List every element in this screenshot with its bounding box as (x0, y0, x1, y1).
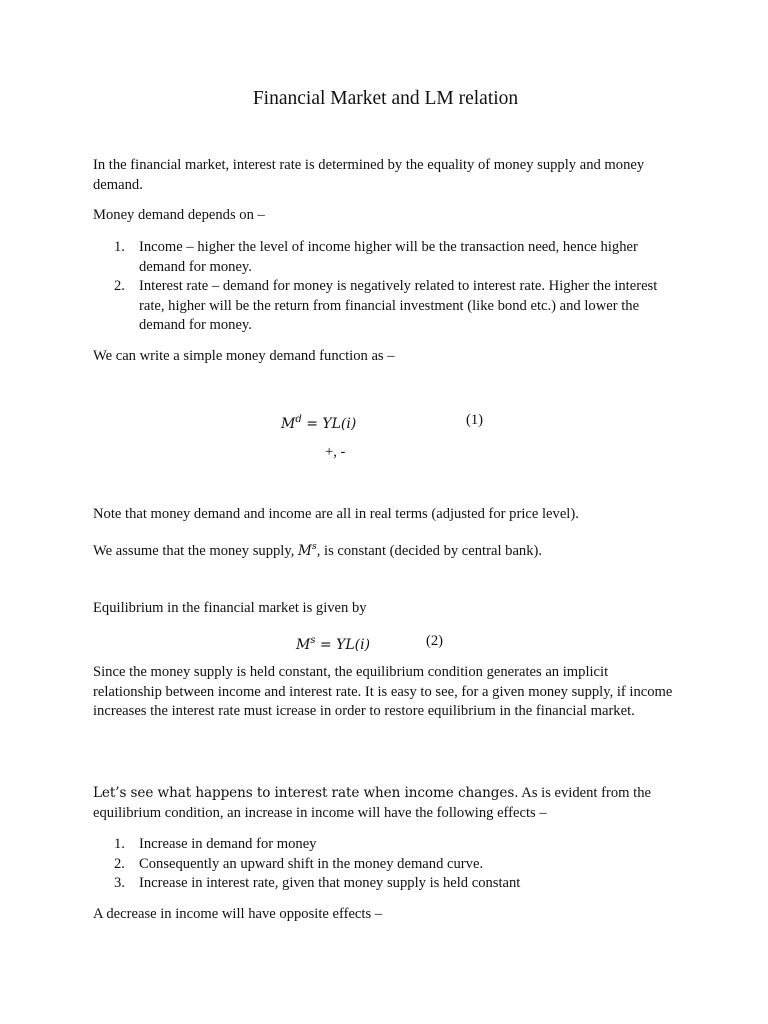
equation-2: $M^s = YL(i)$ (296, 635, 371, 653)
since-paragraph: Since the money supply is held constant, the equilibrium condition generates an implicit relationship between income and interest rate. It is easy to see, for a given money supply, if income increases the interest rate must icrease in order to restore equilibrium in the financial market. (93, 664, 673, 719)
lets-see-paragraph: Let’s see what happens to interest rate when income changes. As is evident from the equilibrium condition, an increase in income will have the following effects – (93, 785, 651, 821)
equation-1-number: (1) (466, 412, 484, 428)
effects-list (93, 835, 678, 894)
depends-paragraph: Money demand depends on – (93, 207, 265, 223)
list-item: 3. Increase in interest rate, given that money supply is held constant (114, 875, 521, 891)
factors-list (93, 238, 678, 336)
page-title: Financial Market and LM relation (252, 88, 519, 109)
list-item: 2. Consequently an upward shift in the money demand curve. (114, 855, 484, 872)
equation-2-number: (2) (426, 633, 444, 649)
equilibrium-intro-paragraph: Equilibrium in the financial market is given by (93, 600, 367, 616)
function-intro-paragraph: We can write a simple money demand function as – (93, 348, 395, 364)
intro-paragraph: In the financial market, interest rate is determined by the equality of money supply and money demand. (93, 157, 645, 193)
list-item: 1. Increase in demand for money (114, 836, 317, 852)
equation-1: $M^d = YL(i)$ (281, 414, 357, 432)
supply-paragraph: We assume that the money supply, $M^s$, is constant (decided by central bank). (93, 541, 543, 559)
list-item: 2. Interest rate – demand for money is negatively related to interest rate. Higher the interest rate, higher will be the return from financial investment (like bond etc.) and lower the demand for money. (114, 278, 658, 333)
note-paragraph: Note that money demand and income are all in real terms (adjusted for price level). (93, 506, 579, 522)
equation-1-signs: +, - (325, 444, 346, 460)
list-item: 1. Income – higher the level of income higher will be the transaction need, hence higher demand for money. (114, 239, 638, 275)
decrease-paragraph: A decrease in income will have opposite effects – (93, 906, 383, 922)
